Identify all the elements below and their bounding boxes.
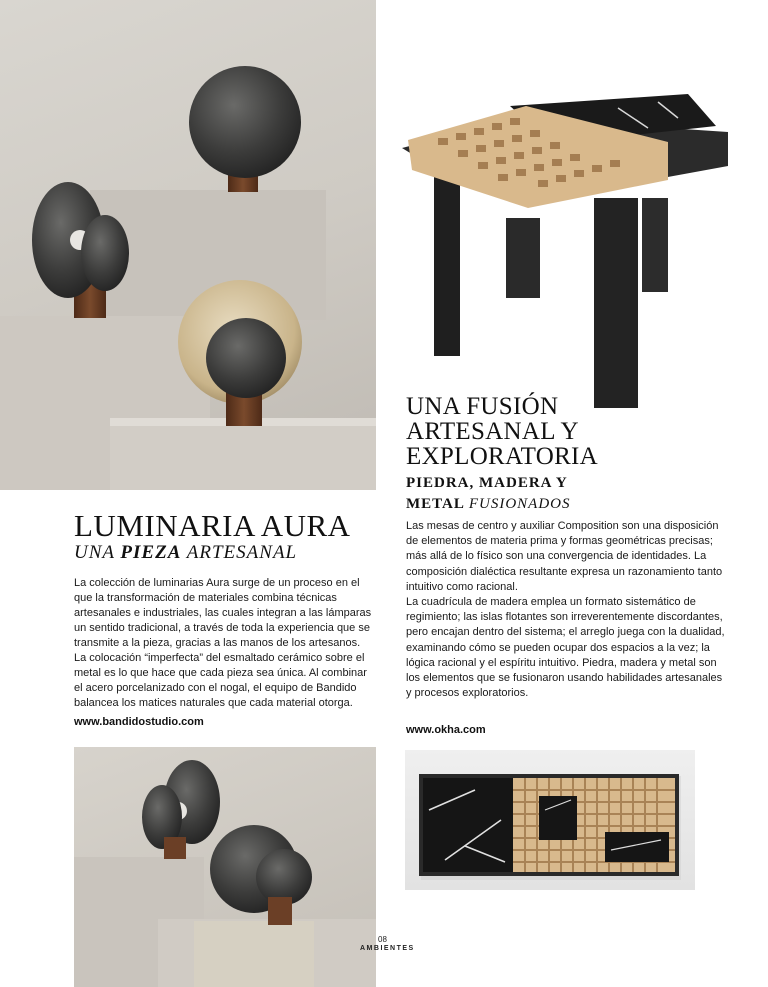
left-article-subtitle	[74, 542, 297, 564]
right-title-line: ARTESANAL Y	[406, 418, 579, 445]
right-subtitle-line2	[406, 494, 570, 515]
right-paragraph: Las mesas de centro y auxiliar Composition son una disposición de elementos de materia prima y formas geométricas precisas; más allá de lo físico son una convergencia de identidades. La composición dialéctica resultante expresa un razonamiento tanto intuitivo como racional.	[406, 520, 723, 593]
right-title-line: UNA FUSIÓN	[406, 393, 559, 420]
left-article-body: La colección de luminarias Aura surge de un proceso en el que la transformación de materiales combina técnicas artesanales e industriales, las cuales integran a las lámparas un sentido tradicional, a través de toda la experiencia que se transmite a la pieza, gracias a las manos de los artesanos. La colocación “imperfecta” del esmaltado cerámico sobre el metal es lo que hace que cada pieza sea única. Al combinar el acero porcelanizado con el nogal, el equipo de Bandido balancea los matices naturales que cada material otorga.	[74, 577, 372, 709]
lamps-detail-photo	[74, 747, 376, 987]
magazine-name: AMBIENTES	[360, 945, 415, 952]
table-top-illustration	[405, 750, 695, 890]
right-article-body	[406, 519, 726, 701]
table-photo	[398, 88, 732, 408]
left-subtitle-pre: UNA	[74, 542, 121, 563]
okha-link[interactable]: www.okha.com	[406, 724, 486, 736]
left-subtitle-post: ARTESANAL	[181, 542, 298, 563]
right-article-subtitle	[406, 473, 570, 515]
right-article-title	[406, 394, 598, 469]
page-number: 08	[378, 935, 387, 944]
bandido-link[interactable]: www.bandidostudio.com	[74, 716, 204, 728]
left-article-title: LUMINARIA AURA	[74, 508, 351, 543]
lamps-illustration	[0, 0, 376, 490]
left-subtitle-bold: PIEZA	[120, 542, 182, 563]
right-title-line: EXPLORATORIA	[406, 443, 599, 470]
lamps-detail-illustration	[74, 747, 376, 987]
right-subtitle-italic: FUSIONADOS	[468, 496, 571, 512]
right-subtitle-line: PIEDRA, MADERA Y	[406, 475, 568, 491]
right-subtitle-bold: METAL	[406, 496, 465, 512]
right-paragraph: La cuadrícula de madera emplea un formato sistemático de regimiento; las islas flotantes son irreverentemente discordantes, pero encajan dentro del sistema; el arreglo juega con la dualidad, examinando cómo se pueden ocupar dos espacios a la vez; la lógica racional y el espíritu intuitivo. Piedra, madera y metal son los elementos que se fusionaron usando habilidades artesanales y procesos exploratorios.	[406, 596, 725, 700]
table-top-photo	[405, 750, 695, 890]
lamps-photo	[0, 0, 376, 490]
table-illustration	[398, 88, 732, 408]
